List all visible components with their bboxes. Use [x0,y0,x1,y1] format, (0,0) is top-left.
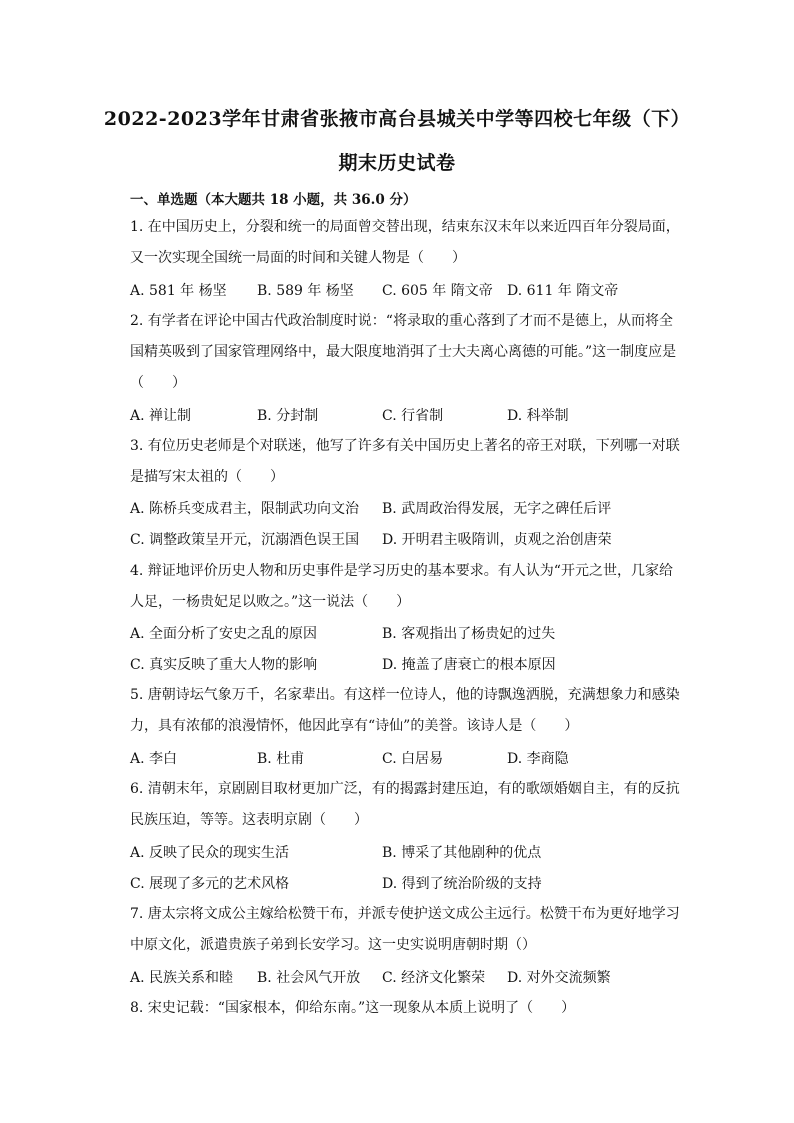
options-1 [130,280,690,308]
question-1 [130,212,680,274]
option-c: C. 经济文化繁荣 [382,970,486,986]
options-5 [130,748,690,776]
options-6-row1 [130,842,690,870]
question-line: （ ） [130,375,186,391]
question-line: 是描写宋太祖的（ ） [130,469,284,485]
option-c: C. 行省制 [382,408,444,424]
option-b: B. 博采了其他剧种的优点 [382,845,542,861]
question-line: 1. 在中国历史上，分裂和统一的局面曾交替出现，结束东汉末年以来近四百年分裂局面， [130,219,680,235]
option-d: D. 李商隐 [507,751,569,767]
option-a: A. 581 年 杨坚 [130,283,227,299]
option-b: B. 杜甫 [257,751,305,767]
question-2 [130,306,677,399]
options-7 [130,967,690,995]
options-3-row1 [130,498,690,526]
option-a: A. 李白 [130,751,178,767]
option-b: B. 客观指出了杨贵妃的过失 [382,626,556,642]
options-2 [130,405,690,433]
options-4-row1 [130,623,690,651]
question-line: 力，具有浓郁的浪漫情怀，他因此享有“诗仙”的美誉。该诗人是（ ） [130,718,579,734]
option-d: D. 得到了统治阶级的支持 [382,876,542,892]
option-d: D. 科举制 [507,408,569,424]
question-line: 人足，一杨贵妃足以败之。”这一说法（ ） [130,594,411,610]
option-a: A. 禅让制 [130,408,192,424]
question-7 [130,899,680,961]
question-3 [130,431,680,493]
exam-title-line1: 2022-2023学年甘肃省张掖市高台县城关中学等四校七年级（下） [103,108,691,130]
question-line: 5. 唐朝诗坛气象万千，名家辈出。有这样一位诗人，他的诗飘逸洒脱，充满想象力和感染 [130,687,680,703]
option-c: C. 调整政策呈开元，沉溺酒色误王国 [130,532,360,548]
question-8 [130,993,670,1024]
question-line: 3. 有位历史老师是个对联迷，他写了许多有关中国历史上著名的帝王对联，下列哪一对联 [130,438,680,454]
question-line: 民族压迫，等等。这表明京剧（ ） [130,812,368,828]
options-3-row2 [130,529,690,557]
options-4-row2 [130,654,690,682]
option-a: A. 陈桥兵变成君主，限制武功向文治 [130,501,360,517]
question-line: 6. 清朝末年，京剧剧目取材更加广泛，有的揭露封建压迫，有的歌颂婚姻自主，有的反抗 [130,781,680,797]
option-c: C. 展现了多元的艺术风格 [130,876,290,892]
question-4 [130,556,673,618]
question-line: 中原文化，派遣贵族子弟到长安学习。这一史实说明唐朝时期（） [130,937,536,953]
option-d: D. 611 年 隋文帝 [507,283,619,299]
question-line: 7. 唐太宗将文成公主嫁给松赞干布，并派专使护送文成公主远行。松赞干布为更好地学习 [130,906,680,922]
question-line: 又一次实现全国统一局面的时间和关键人物是（ ） [130,250,466,266]
exam-title-line2: 期末历史试卷 [338,152,456,174]
question-line: 4. 辩证地评价历史人物和历史事件是学习历史的基本要求。有人认为“开元之世，几家给 [130,563,673,579]
option-b: B. 社会风气开放 [257,970,361,986]
question-line: 2. 有学者在评论中国古代政治制度时说：“将录取的重心落到了才而不是德上，从而将全 [130,313,673,329]
options-6-row2 [130,873,690,901]
option-b: B. 589 年 杨坚 [257,283,354,299]
option-c: C. 605 年 隋文帝 [382,283,493,299]
option-b: B. 分封制 [257,408,319,424]
option-a: A. 全面分析了安史之乱的原因 [130,626,318,642]
option-c: C. 真实反映了重大人物的影响 [130,657,318,673]
section-heading: 一、单选题（本大题共 18 小题，共 36.0 分） [130,192,417,208]
option-a: A. 民族关系和睦 [130,970,234,986]
question-6 [130,774,680,836]
question-5 [130,680,680,742]
option-d: D. 开明君主吸隋训，贞观之治创唐荣 [382,532,612,548]
option-d: D. 掩盖了唐衰亡的根本原因 [382,657,556,673]
question-line: 8. 宋史记载：“国家根本，仰给东南。”这一现象从本质上说明了（ ） [130,1000,576,1016]
option-d: D. 对外交流频繁 [507,970,611,986]
question-line: 国精英吸到了国家管理网络中，最大限度地消弭了士大夫离心离德的可能。”这一制度应是 [130,344,677,360]
option-a: A. 反映了民众的现实生活 [130,845,290,861]
option-b: B. 武周政治得发展，无字之碑任后评 [382,501,612,517]
option-c: C. 白居易 [382,751,444,767]
